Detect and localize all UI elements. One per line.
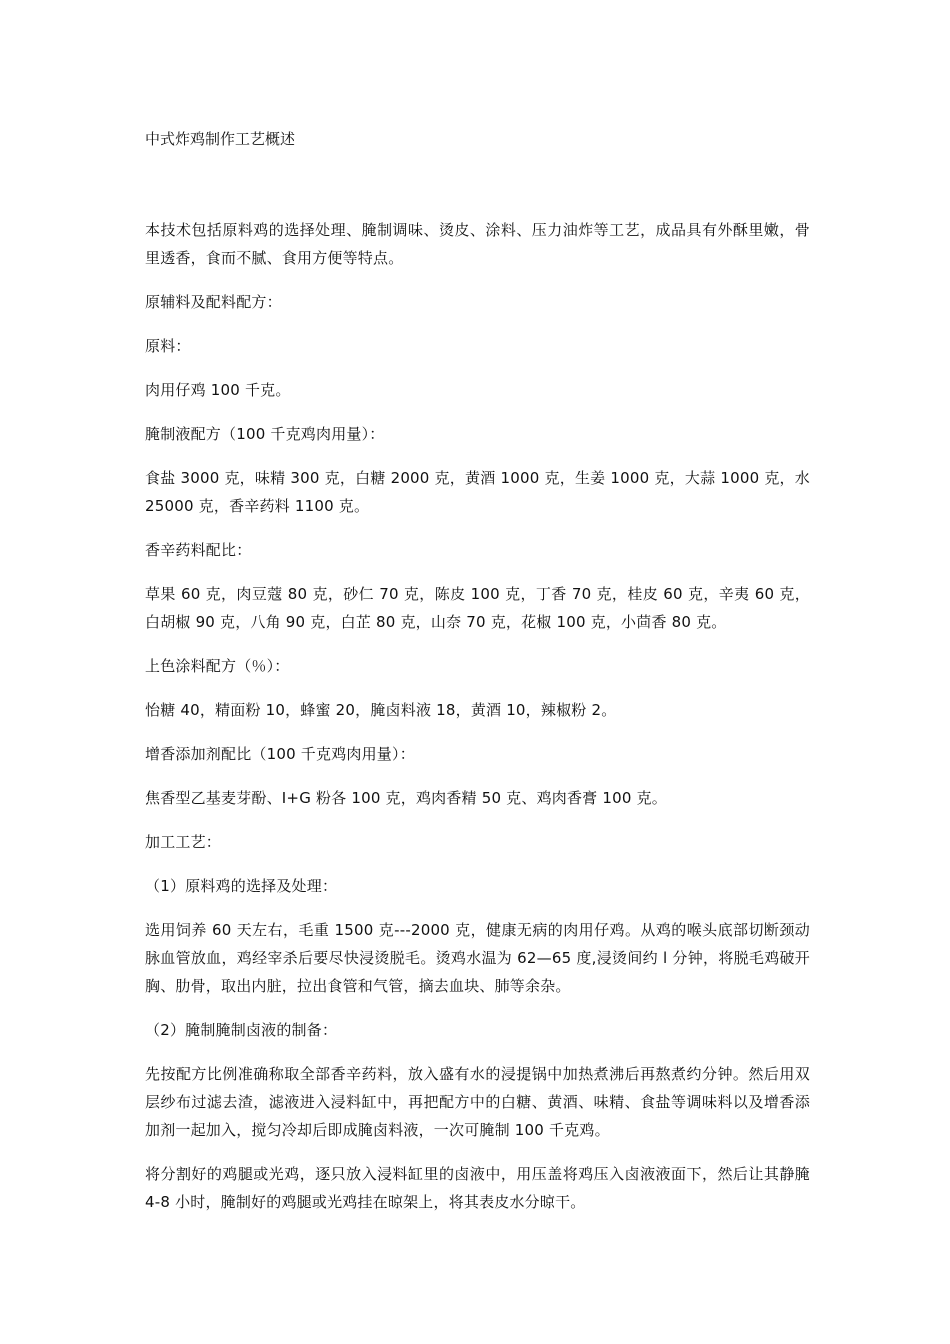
paragraph-intro: 本技术包括原料鸡的选择处理、腌制调味、烫皮、涂料、压力油炸等工艺，成品具有外酥里嫩，骨里透香，食而不腻、食用方便等特点。: [145, 221, 810, 267]
paragraph-step1: 选用饲养 60 天左右，毛重 1500 克---2000 克，健康无病的肉用仔鸡。从鸡的喉头底部切断颈动脉血管放血，鸡经宰杀后要尽快浸烫脱毛。烫鸡水温为 62—65 度,浸烫间约 l 分钟，将脱毛鸡破开胸、肋骨，取出内脏，拉出食管和气管，摘去血块、肺等余杂。: [145, 921, 810, 995]
paragraph-raw-material-heading: 原料：: [145, 337, 191, 355]
paragraph-spice: 草果 60 克，肉豆蔻 80 克，砂仁 70 克，陈皮 100 克，丁香 70 克，桂皮 60 克，辛夷 60 克，白胡椒 90 克，八角 90 克，白芷 80 克，山奈 70 克，花椒 100 克，小茴香 80 克。: [145, 585, 810, 631]
document-page: [145, 128, 810, 1232]
paragraph-step1-heading: （1）原料鸡的选择及处理：: [145, 877, 338, 895]
paragraph-step2-marinating: 将分割好的鸡腿或光鸡，逐只放入浸料缸里的卤液中，用压盖将鸡压入卤液液面下，然后让其静腌 4-8 小时，腌制好的鸡腿或光鸡挂在晾架上，将其表皮水分晾干。: [145, 1165, 810, 1211]
paragraph-additive-heading: 增香添加剂配比（100 千克鸡肉用量）：: [145, 745, 415, 763]
paragraph-marinade: 食盐 3000 克，味精 300 克，白糖 2000 克，黄酒 1000 克，生姜 1000 克，大蒜 1000 克，水 25000 克，香辛药料 1100 克。: [145, 469, 810, 515]
paragraph-process-heading: 加工工艺：: [145, 833, 222, 851]
paragraph-additive: 焦香型乙基麦芽酚、I+G 粉各 100 克，鸡肉香精 50 克、鸡肉香膏 100 克。: [145, 789, 667, 807]
paragraph-raw-material: 肉用仔鸡 100 千克。: [145, 381, 291, 399]
paragraph-coating: 怡糖 40，精面粉 10，蜂蜜 20，腌卤料液 18，黄酒 10，辣椒粉 2。: [145, 701, 617, 719]
paragraph-coating-heading: 上色涂料配方（％）：: [145, 657, 290, 675]
paragraph-step2: 先按配方比例准确称取全部香辛药料，放入盛有水的浸提锅中加热煮沸后再熬煮约分钟。然后用双层纱布过滤去渣，滤液进入浸料缸中，再把配方中的白糖、黄酒、味精、食盐等调味料以及增香添加剂一起加入，搅匀冷却后即成腌卤料液，一次可腌制 100 千克鸡。: [145, 1065, 810, 1139]
paragraph-marinade-heading: 腌制液配方（100 千克鸡肉用量）：: [145, 425, 385, 443]
paragraph-step2-heading: （2）腌制腌制卤液的制备：: [145, 1021, 338, 1039]
paragraph-ingredients-heading: 原辅料及配料配方：: [145, 293, 282, 311]
paragraph-spice-heading: 香辛药料配比：: [145, 541, 252, 559]
document-title: 中式炸鸡制作工艺概述: [145, 130, 296, 148]
